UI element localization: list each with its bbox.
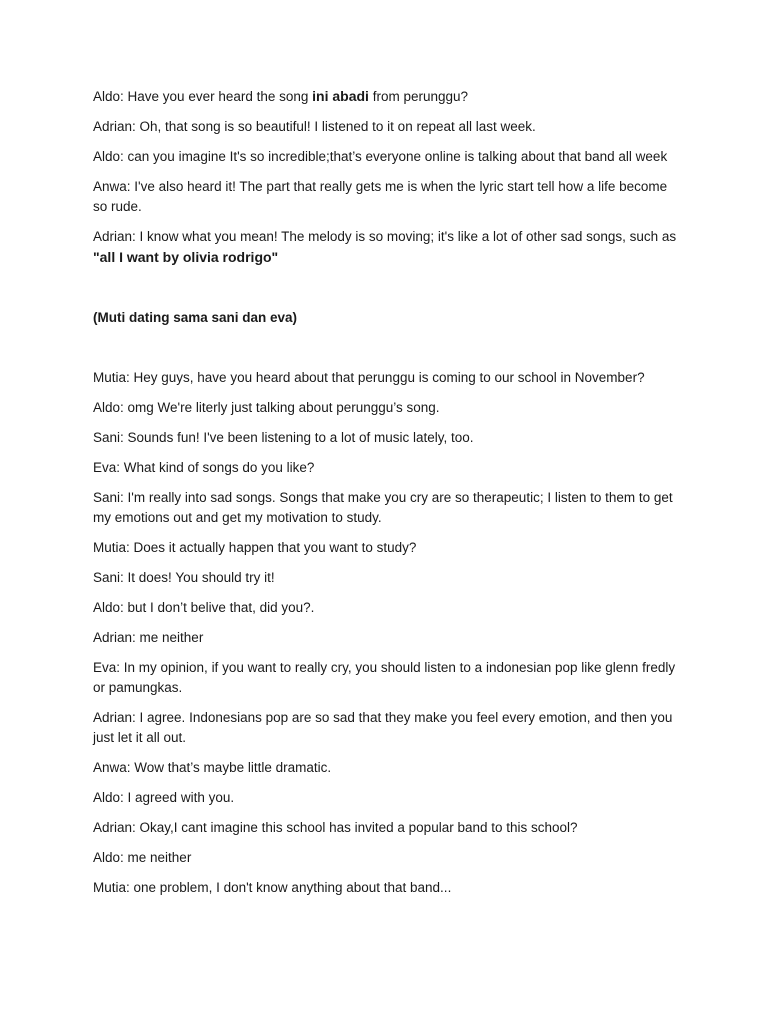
dialogue-line [93, 848, 678, 868]
dialogue-line [93, 538, 678, 558]
line-text: can you imagine It's so incredible;that’s everyone online is talking about that band all week [123, 149, 668, 164]
dialogue-line-4 [93, 177, 678, 217]
line-text: Have you ever heard the song [123, 89, 313, 104]
dialogue-line [93, 368, 678, 388]
speaker: Eva: [93, 660, 121, 675]
line-text: I agree. Indonesians pop are so sad that they make you feel every emotion, and then you just let it all out. [93, 710, 673, 745]
speaker: Mutia: [93, 880, 130, 895]
speaker: Mutia: [93, 540, 130, 555]
dialogue-line [93, 818, 678, 838]
line-text: In my opinion, if you want to really cry, you should listen to a indonesian pop like glenn fredly or pamungkas. [93, 660, 676, 695]
dialogue-line [93, 568, 678, 588]
speaker: Aldo: [93, 850, 124, 865]
dialogue-line [93, 628, 678, 648]
dialogue-line-5 [93, 227, 678, 268]
speaker: Sani: [93, 490, 124, 505]
line-text: but I don’t belive that, did you?. [123, 600, 315, 615]
speaker: Eva: [93, 460, 121, 475]
dialogue-line [93, 428, 678, 448]
line-text: omg We're literly just talking about perunggu’s song. [123, 400, 440, 415]
dialogue-line-3 [93, 147, 678, 167]
scene-heading: (Muti dating sama sani dan eva) [93, 310, 298, 325]
line-text: from perunggu? [368, 89, 469, 104]
line-text: What kind of songs do you like? [120, 460, 315, 475]
line-text: I'm really into sad songs. Songs that make you cry are so therapeutic; I listen to them to get my emotions out and get my motivation to study. [93, 490, 673, 525]
speaker: Adrian: [93, 820, 136, 835]
speaker: Anwa: [93, 760, 131, 775]
speaker: Mutia: [93, 370, 130, 385]
dialogue-line [93, 488, 678, 528]
line-text: Hey guys, have you heard about that perunggu is coming to our school in November? [129, 370, 645, 385]
dialogue-line [93, 458, 678, 478]
dialogue-line [93, 788, 678, 808]
line-text: me neither [135, 630, 204, 645]
line-text: I agreed with you. [123, 790, 235, 805]
line-text: Sounds fun! I've been listening to a lot of music lately, too. [123, 430, 474, 445]
line-text: Oh, that song is so beautiful! I listened to it on repeat all last week. [135, 119, 536, 134]
line-text: me neither [123, 850, 192, 865]
dialogue-line [93, 708, 678, 748]
dialogue-line-1 [93, 86, 678, 107]
line-text: Okay,I cant imagine this school has invited a popular band to this school? [135, 820, 578, 835]
speaker: Adrian: [93, 229, 136, 244]
dialogue-line [93, 598, 678, 618]
speaker: Aldo: [93, 149, 124, 164]
speaker: Aldo: [93, 600, 124, 615]
speaker: Adrian: [93, 630, 136, 645]
speaker: Aldo: [93, 400, 124, 415]
line-text: Wow that’s maybe little dramatic. [130, 760, 332, 775]
speaker: Sani: [93, 570, 124, 585]
line-text: I know what you mean! The melody is so moving; it's like a lot of other sad songs, such as [135, 229, 677, 244]
song-title: "all I want by olivia rodrigo" [93, 249, 279, 265]
dialogue-line [93, 658, 678, 698]
speaker: Aldo: [93, 790, 124, 805]
speaker: Anwa: [93, 179, 131, 194]
speaker: Adrian: [93, 119, 136, 134]
line-text: one problem, I don't know anything about that band... [129, 880, 452, 895]
line-text: Does it actually happen that you want to study? [129, 540, 417, 555]
dialogue-section [93, 368, 678, 898]
line-text: I've also heard it! The part that really gets me is when the lyric start tell how a life become so rude. [93, 179, 668, 214]
speaker: Sani: [93, 430, 124, 445]
dialogue-line [93, 878, 678, 898]
speaker: Adrian: [93, 710, 136, 725]
line-text: It does! You should try it! [123, 570, 275, 585]
dialogue-line [93, 398, 678, 418]
dialogue-line [93, 758, 678, 778]
speaker: Aldo: [93, 89, 124, 104]
song-title: ini abadi [312, 88, 369, 104]
dialogue-line-2 [93, 117, 678, 137]
